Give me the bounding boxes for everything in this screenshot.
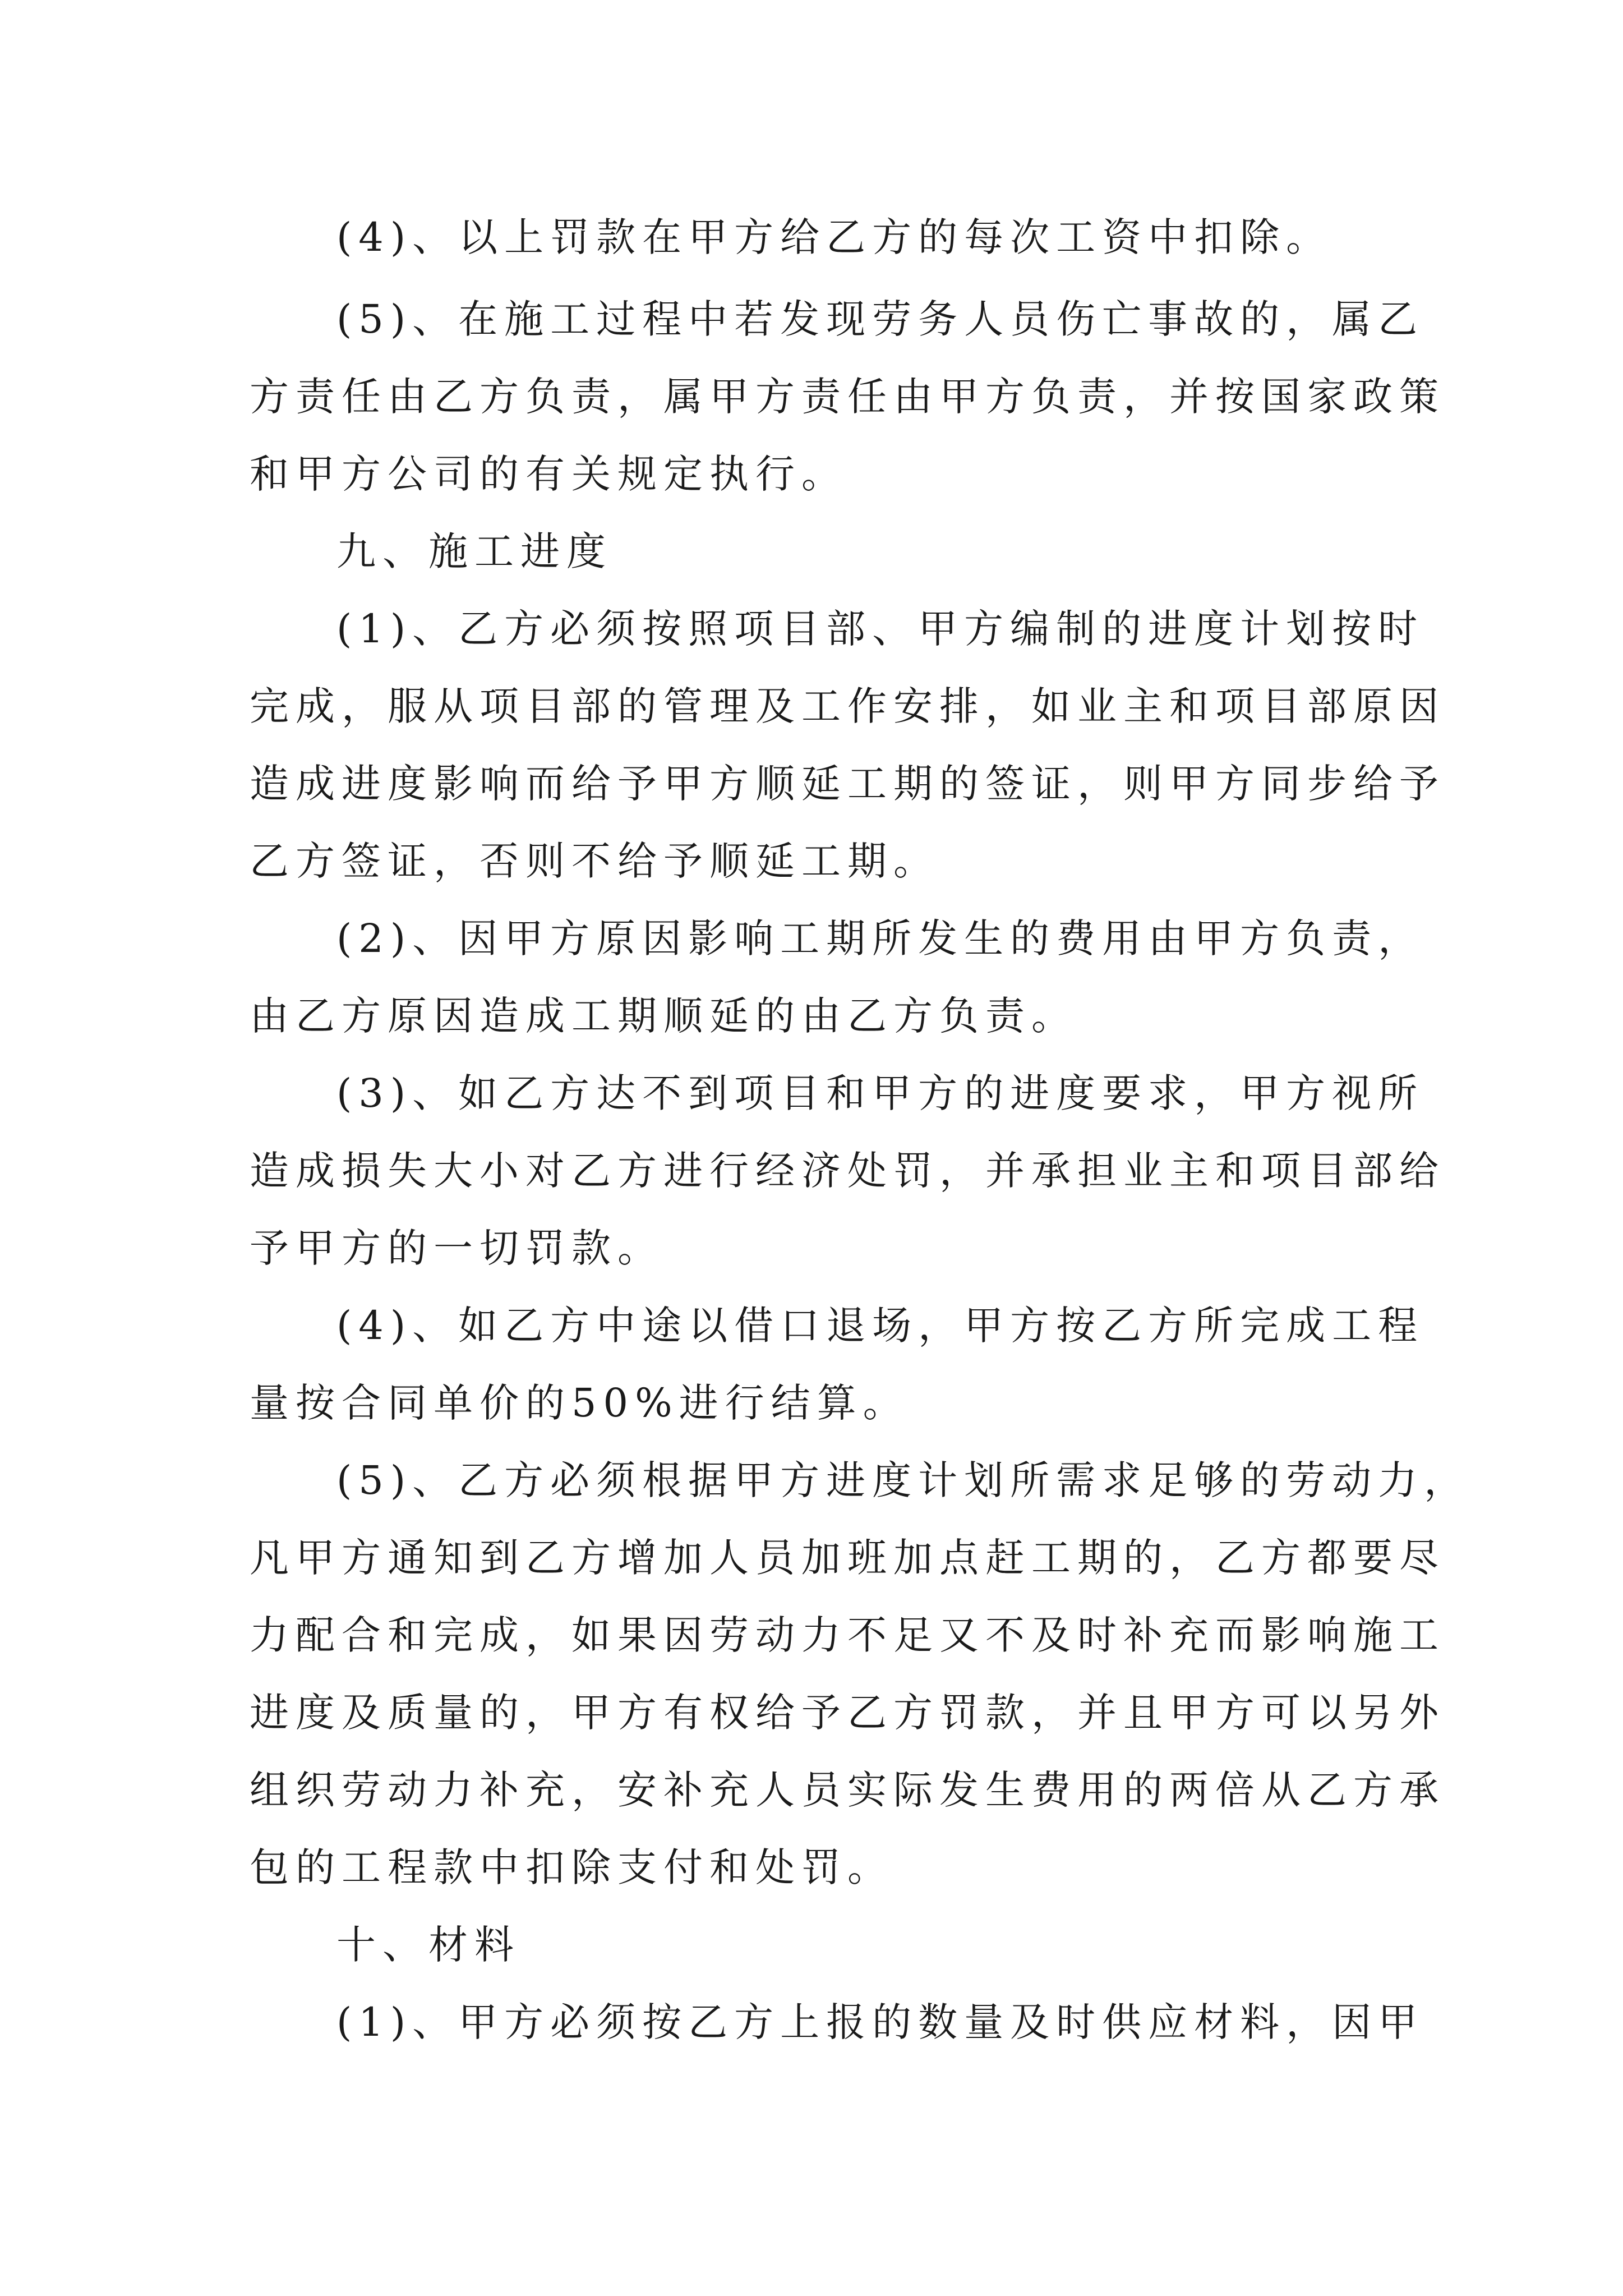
clause-9-1-line-3: 造成进度影响而给予甲方顺延工期的签证，则甲方同步给予 bbox=[250, 761, 1445, 807]
clause-9-2-line-2: 由乙方原因造成工期顺延的由乙方负责。 bbox=[250, 993, 1077, 1039]
clause-9-3-line-1: (3)、如乙方达不到项目和甲方的进度要求，甲方视所 bbox=[336, 1070, 1424, 1116]
clause-9-1-line-1: (1)、乙方必须按照项目部、甲方编制的进度计划按时 bbox=[336, 606, 1424, 652]
clause-9-5-line-1: (5)、乙方必须根据甲方进度计划所需求足够的劳动力， bbox=[336, 1457, 1470, 1503]
clause-9-5-line-3: 力配合和完成，如果因劳动力不足又不及时补充而影响施工 bbox=[250, 1612, 1445, 1658]
clause-8-4-line-1: (4)、以上罚款在甲方给乙方的每次工资中扣除。 bbox=[336, 214, 1332, 260]
clause-9-5-line-6: 包的工程款中扣除支付和处罚。 bbox=[250, 1844, 893, 1890]
clause-8-5-line-3: 和甲方公司的有关规定执行。 bbox=[250, 451, 847, 497]
clause-8-5-line-2: 方责任由乙方负责，属甲方责任由甲方负责，并按国家政策 bbox=[250, 374, 1445, 420]
clause-9-3-line-3: 予甲方的一切罚款。 bbox=[250, 1225, 663, 1271]
clause-9-3-line-2: 造成损失大小对乙方进行经济处罚，并承担业主和项目部给 bbox=[250, 1148, 1445, 1194]
clause-9-5-line-5: 组织劳动力补充，安补充人员实际发生费用的两倍从乙方承 bbox=[250, 1767, 1445, 1813]
clause-8-5-line-1: (5)、在施工过程中若发现劳务人员伤亡事故的，属乙 bbox=[336, 296, 1424, 342]
clause-9-4-line-2: 量按合同单价的50%进行结算。 bbox=[250, 1380, 909, 1426]
clause-9-4-line-1: (4)、如乙方中途以借口退场，甲方按乙方所完成工程 bbox=[336, 1303, 1424, 1349]
clause-9-1-line-2: 完成，服从项目部的管理及工作安排，如业主和项目部原因 bbox=[250, 683, 1445, 729]
clause-9-1-line-4: 乙方签证，否则不给予顺延工期。 bbox=[250, 838, 939, 884]
section-10-heading: 十、材料 bbox=[336, 1922, 520, 1968]
clause-9-5-line-4: 进度及质量的，甲方有权给予乙方罚款，并且甲方可以另外 bbox=[250, 1690, 1445, 1736]
clause-9-5-line-2: 凡甲方通知到乙方增加人员加班加点赶工期的，乙方都要尽 bbox=[250, 1535, 1445, 1581]
clause-10-1-line-1: (1)、甲方必须按乙方上报的数量及时供应材料，因甲 bbox=[336, 1999, 1424, 2045]
section-9-heading: 九、施工进度 bbox=[336, 528, 612, 574]
clause-9-2-line-1: (2)、因甲方原因影响工期所发生的费用由甲方负责， bbox=[336, 915, 1424, 961]
